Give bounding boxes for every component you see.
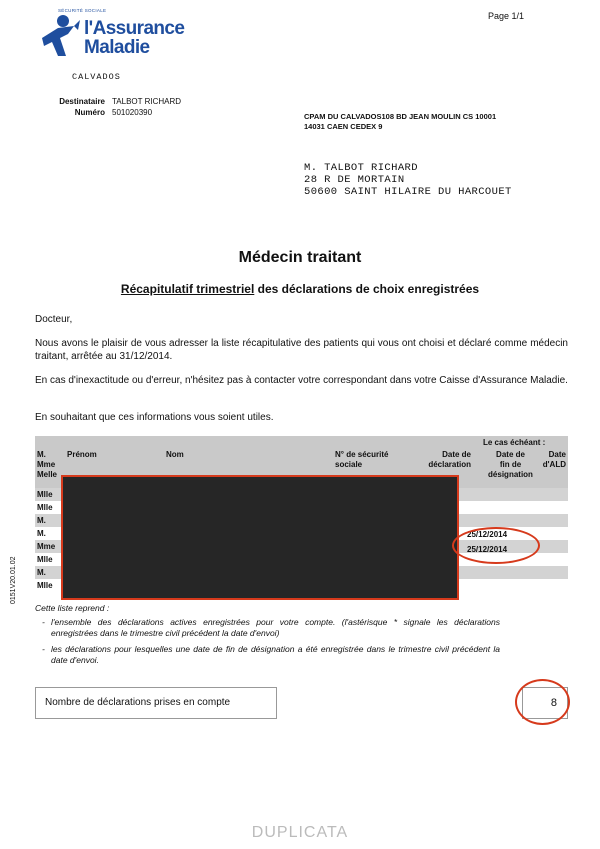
paragraph-1: Nous avons le plaisir de vous adresser la liste récapitulative des patients qui vous ont choisi et déclaré comme médecin traitant, arrêtée au 31/12/2014. [35,338,568,362]
row-civility: Mlle [35,579,65,592]
document-subtitle [0,282,600,296]
logo-line-2: Maladie [84,37,150,58]
sender-line-1: CPAM DU CALVADOS108 BD JEAN MOULIN CS 10001 [304,112,497,121]
ald-header: Date d'ALD [540,448,568,488]
header-group-label: Le cas échéant : [481,436,568,448]
assurance-maladie-logo [38,8,185,68]
side-reference-code: 0151V20.01.02 [10,556,17,604]
dest-value: TALBOT RICHARD [112,97,182,106]
subtitle-rest: des déclarations de choix enregistrées [254,282,480,296]
prenom-header: Prénom [65,448,164,488]
note-item-1: - l'ensemble des déclarations actives enregistrées pour votre compte. (l'astérisque * signale les déclarations enregistrées dans le trimestre civil précédent la date d'envoi) [42,617,500,638]
num-label: Numéro [74,108,105,117]
row-civility: M. [35,527,65,540]
dest-label: Destinataire [59,97,105,106]
department-name: CALVADOS [72,72,121,82]
num-value: 501020390 [112,108,153,117]
mailing-address [304,162,512,198]
duplicata-watermark: DUPLICATA [251,824,349,841]
address-line-2: 28 R DE MORTAIN [304,174,405,186]
end-date-row-4: 25/12/2014 [467,530,508,539]
logo-line-1: l'Assurance [84,18,185,39]
row-civility: Mlle [35,553,65,566]
recipient-labels [55,96,105,118]
paragraph-2: En cas d'inexactitude ou d'erreur, n'hésitez pas à contacter votre correspondant dans votre Caisse d'Assurance Maladie. [35,375,568,386]
redaction-block [61,475,459,600]
paragraph-3: En souhaitant que ces informations vous soient utiles. [35,412,274,423]
address-line-1: M. TALBOT RICHARD [304,162,418,174]
sender-address [304,112,496,132]
highlight-circle-dates [452,527,540,564]
table-header-group-row [35,436,568,448]
logo-small-text: SÉCURITÉ SOCIALE [58,8,107,13]
end-date-header: Date de fin de désignation [481,448,540,488]
document-title: Médecin traitant [238,249,362,266]
address-line-3: 50600 SAINT HILAIRE DU HARCOUET [304,186,512,198]
logo-figure-icon [38,12,82,60]
highlight-circle-count [515,679,570,725]
notes-heading: Cette liste reprend : [35,603,110,613]
note-item-2: - les déclarations pour lesquelles une date de fin de désignation a été enregistrée dans le trimestre civil précédent la date d'envoi. [42,644,500,665]
row-civility: Mme [35,540,65,553]
subtitle-underlined: Récapitulatif trimestriel [120,282,255,296]
greeting: Docteur, [35,314,73,325]
row-civility: M. [35,514,65,527]
page-number: Page 1/1 [488,11,525,21]
recipient-values [112,96,181,118]
end-date-row-5: 25/12/2014 [467,545,508,554]
secu-header: N° de sécurité sociale [333,448,419,488]
row-civility: Mlle [35,488,65,501]
date-decl-header: Date de déclaration [419,448,473,488]
nom-header: Nom [164,448,333,488]
civility-header: M. Mme Melle [35,448,65,488]
row-civility: Mlle [35,501,65,514]
sender-line-2: 14031 CAEN CEDEX 9 [304,122,383,131]
declarations-count-label: Nombre de déclarations prises en compte [35,687,277,719]
row-civility: M. [35,566,65,579]
declarations-count-value: 8 [522,687,568,719]
